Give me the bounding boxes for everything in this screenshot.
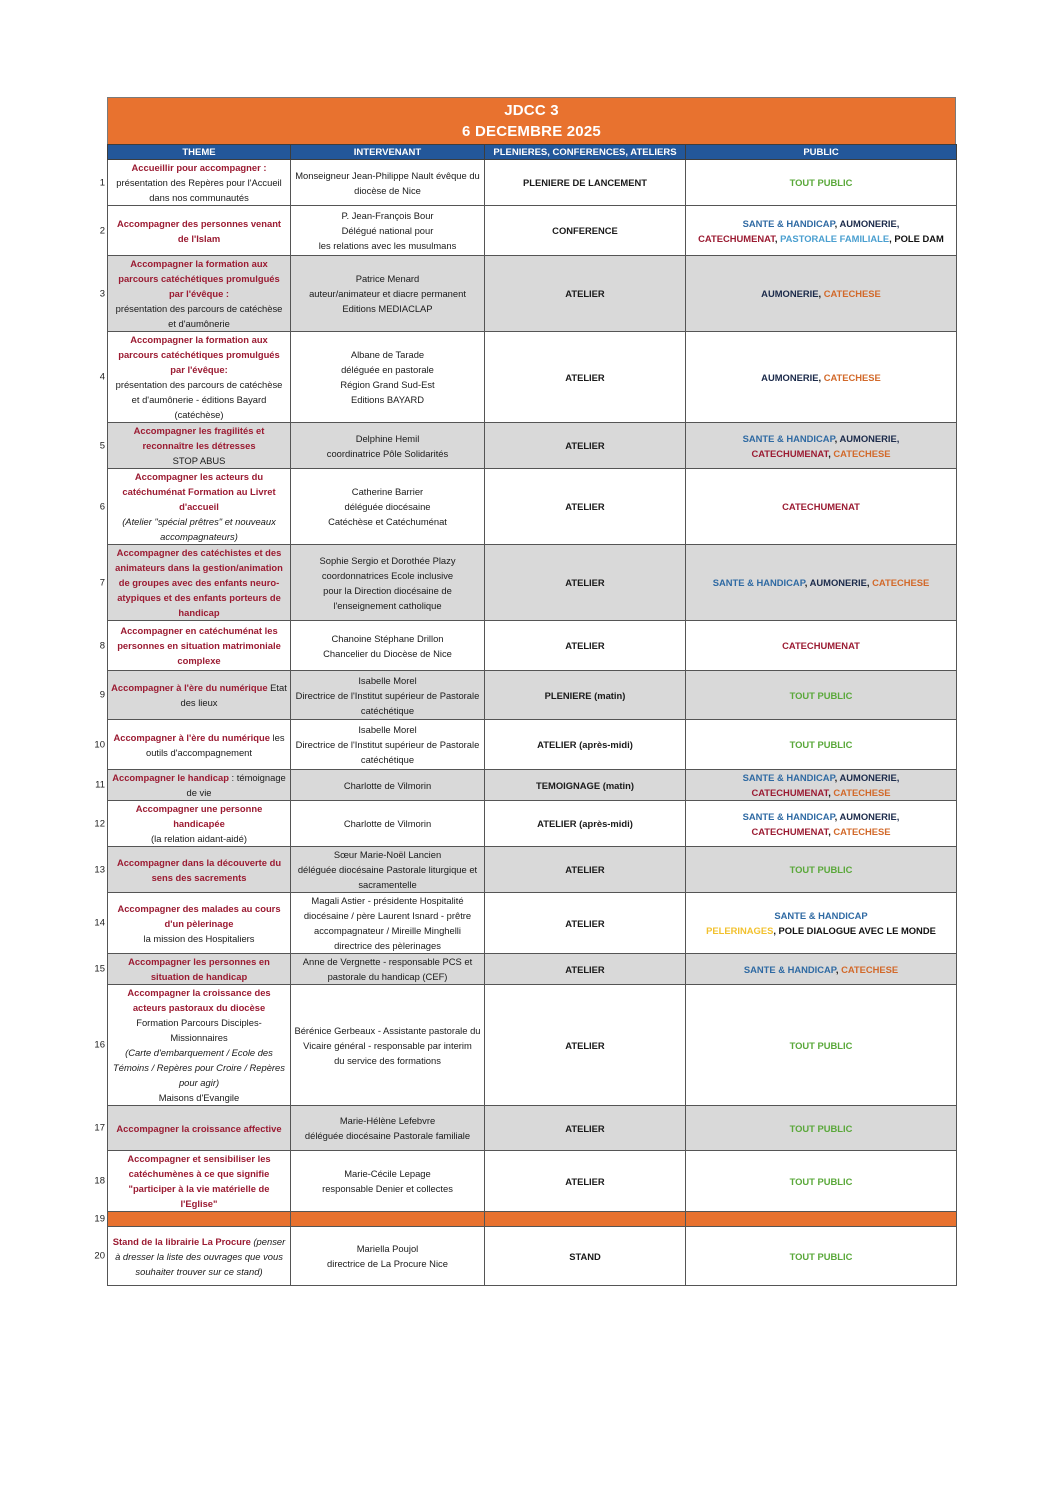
public-tag: SANTE & HANDICAP bbox=[774, 910, 868, 921]
public-tag: , POLE DAM bbox=[889, 232, 944, 244]
public-tag: AUMONERIE, bbox=[839, 217, 900, 229]
intervenant-line: auteur/animateur et diacre permanent bbox=[309, 288, 466, 299]
public-tag: TOUT PUBLIC bbox=[789, 739, 853, 750]
row-number: 20 bbox=[94, 1250, 105, 1262]
table-row bbox=[108, 720, 957, 770]
session-type-cell: ATELIER bbox=[485, 847, 686, 893]
row-number: 10 bbox=[94, 739, 105, 750]
public-line bbox=[689, 446, 953, 461]
column-header-public: PUBLIC bbox=[686, 145, 957, 160]
theme-text: Accompagner dans la découverte du sens des sacrements bbox=[116, 856, 282, 883]
public-cell bbox=[686, 1227, 957, 1286]
intervenant-line: Magali Astier - présidente Hospitalité bbox=[311, 895, 464, 906]
public-line bbox=[689, 1249, 953, 1264]
intervenant-cell bbox=[291, 256, 485, 332]
public-tag: , bbox=[828, 825, 834, 837]
intervenant-line: déléguée en pastorale bbox=[341, 364, 434, 375]
table-row bbox=[108, 469, 957, 545]
theme-text: Accompagner le handicap bbox=[112, 772, 229, 783]
intervenant-line: Charlotte de Vilmorin bbox=[343, 818, 432, 829]
theme-text: Accueillir pour accompagner : bbox=[131, 162, 267, 173]
public-cell bbox=[686, 1151, 957, 1212]
row-number: 3 bbox=[99, 288, 105, 299]
public-cell bbox=[686, 621, 957, 671]
intervenant-line: Patrice Menard bbox=[355, 273, 420, 284]
column-header-row bbox=[108, 145, 957, 160]
intervenant-line: Delphine Hemil bbox=[355, 432, 420, 444]
public-tag: CATECHESE bbox=[833, 447, 891, 459]
intervenant-line: Bérénice Gerbeaux - Assistante pastorale du bbox=[294, 1024, 481, 1036]
table-row bbox=[108, 1106, 957, 1151]
public-cell bbox=[686, 206, 957, 256]
public-tag: SANTE & HANDICAP bbox=[742, 810, 835, 822]
row-number: 14 bbox=[94, 917, 105, 929]
public-tag: AUMONERIE bbox=[809, 577, 867, 588]
public-line bbox=[689, 1121, 953, 1136]
public-tag: , bbox=[818, 371, 824, 383]
public-line bbox=[689, 737, 953, 752]
intervenant-line: Mariella Poujol bbox=[356, 1243, 419, 1254]
intervenant-line: Marie-Hélène Lefebvre bbox=[339, 1115, 436, 1126]
intervenant-cell bbox=[291, 545, 485, 621]
intervenant-cell bbox=[291, 671, 485, 720]
public-line bbox=[689, 575, 953, 590]
intervenant-line: diocésaine / père Laurent Isnard - prêtre bbox=[303, 910, 472, 921]
public-tag: SANTE & HANDICAP bbox=[742, 217, 835, 229]
intervenant-cell bbox=[291, 801, 485, 847]
theme-text: (la relation aidant-aidé) bbox=[151, 833, 247, 844]
intervenant-cell bbox=[291, 847, 485, 893]
theme-text: Accompagner les fragilités et reconnaître les détresses bbox=[133, 425, 265, 451]
public-tag: , POLE DIALOGUE AVEC LE MONDE bbox=[773, 925, 936, 936]
theme-text: Accompagner à l'ère du numérique bbox=[113, 731, 270, 743]
intervenant-line: du service des formations bbox=[334, 1054, 441, 1066]
public-tag: , bbox=[818, 288, 824, 299]
intervenant-cell bbox=[291, 1212, 485, 1227]
public-tag: CATECHUMENAT bbox=[751, 447, 829, 459]
row-number: 12 bbox=[94, 818, 105, 829]
public-line bbox=[689, 770, 953, 785]
theme-text: Accompagner et sensibiliser les catéchumènes à ce que signifie "participer à la vie matérielle de l'Eglise" bbox=[127, 1153, 271, 1209]
theme-cell bbox=[94, 1227, 291, 1286]
public-tag: CATECHUMENAT bbox=[751, 825, 829, 837]
public-cell bbox=[686, 332, 957, 423]
table-row bbox=[108, 801, 957, 847]
intervenant-cell bbox=[291, 893, 485, 954]
theme-cell bbox=[94, 985, 291, 1106]
public-cell bbox=[686, 160, 957, 206]
session-type-cell: ATELIER bbox=[485, 954, 686, 985]
row-number: 6 bbox=[99, 501, 105, 512]
public-tag: AUMONERIE, bbox=[839, 432, 900, 444]
public-tag: TOUT PUBLIC bbox=[789, 1122, 853, 1134]
public-cell bbox=[686, 954, 957, 985]
theme-cell bbox=[94, 893, 291, 954]
session-type-cell: ATELIER bbox=[485, 332, 686, 423]
public-cell bbox=[686, 545, 957, 621]
public-cell bbox=[686, 985, 957, 1106]
column-header-theme: THEME bbox=[108, 145, 291, 160]
theme-text: : témoignage de vie bbox=[186, 772, 286, 798]
session-type-cell: STAND bbox=[485, 1227, 686, 1286]
intervenant-line: Charlotte de Vilmorin bbox=[343, 779, 432, 791]
row-number: 17 bbox=[94, 1122, 105, 1134]
public-tag: TOUT PUBLIC bbox=[789, 1250, 853, 1262]
public-tag: CATECHUMENAT bbox=[751, 787, 829, 798]
intervenant-cell bbox=[291, 1151, 485, 1212]
intervenant-line: responsable Denier et collectes bbox=[322, 1183, 453, 1194]
intervenant-cell bbox=[291, 332, 485, 423]
theme-text: Accompagner en catéchuménat les personnes en situation matrimoniale complexe bbox=[117, 625, 281, 666]
public-line bbox=[689, 370, 953, 385]
intervenant-line: déléguée diocésaine bbox=[344, 501, 431, 512]
session-type-cell: ATELIER bbox=[485, 469, 686, 545]
public-cell bbox=[686, 847, 957, 893]
intervenant-cell bbox=[291, 206, 485, 256]
table-row bbox=[108, 1151, 957, 1212]
theme-text: Accompagner à l'ère du numérique bbox=[111, 682, 268, 693]
theme-cell bbox=[99, 332, 291, 423]
public-tag: TOUT PUBLIC bbox=[789, 864, 853, 875]
public-tag: TOUT PUBLIC bbox=[789, 1039, 853, 1051]
public-cell bbox=[686, 770, 957, 801]
intervenant-cell bbox=[291, 720, 485, 770]
public-tag: AUMONERIE, bbox=[839, 772, 900, 783]
public-tag: , bbox=[834, 432, 840, 444]
public-tag: CATECHUMENAT bbox=[782, 640, 860, 651]
public-tag: CATECHESE bbox=[872, 577, 930, 588]
public-line bbox=[689, 908, 953, 923]
theme-text: Stand de la librairie La Procure bbox=[112, 1235, 251, 1247]
intervenant-line: Directrice de l'Institut supérieur de Pastorale bbox=[295, 689, 480, 701]
public-tag: , bbox=[834, 772, 840, 783]
session-type-cell: ATELIER bbox=[485, 545, 686, 621]
intervenant-line: P. Jean-François Bour bbox=[341, 210, 434, 221]
theme-text: STOP ABUS bbox=[172, 455, 226, 466]
public-tag: , bbox=[866, 577, 873, 588]
intervenant-line: catéchétique bbox=[360, 704, 415, 716]
public-cell bbox=[686, 469, 957, 545]
theme-cell bbox=[94, 1212, 291, 1227]
event-title: JDCC 3 bbox=[504, 102, 559, 119]
intervenant-line: déléguée diocésaine Pastorale familiale bbox=[304, 1130, 471, 1141]
table-row bbox=[108, 954, 957, 985]
schedule-sheet bbox=[94, 97, 956, 1286]
table-row bbox=[108, 985, 957, 1106]
theme-text: Accompagner la formation aux parcours catéchétiques promulgués par l'évêque : bbox=[118, 258, 280, 299]
public-line bbox=[689, 216, 953, 231]
theme-text: présentation des Repères pour l'Accueil dans nos communautés bbox=[116, 177, 282, 203]
public-line bbox=[689, 824, 953, 839]
session-type-cell: ATELIER bbox=[485, 1106, 686, 1151]
intervenant-cell bbox=[291, 160, 485, 206]
theme-text: Etat des lieux bbox=[180, 682, 287, 708]
table-row bbox=[108, 893, 957, 954]
theme-text: Accompagner les personnes en situation de handicap bbox=[128, 956, 270, 982]
public-tag: AUMONERIE bbox=[761, 288, 819, 299]
public-tag: CATECHESE bbox=[833, 825, 891, 837]
theme-text: Accompagner les acteurs du catéchuménat Formation au Livret d'accueil bbox=[122, 471, 276, 512]
table-row bbox=[108, 206, 957, 256]
intervenant-cell bbox=[291, 985, 485, 1106]
intervenant-cell bbox=[291, 954, 485, 985]
intervenant-cell bbox=[291, 1106, 485, 1151]
row-number: 16 bbox=[94, 1039, 105, 1051]
row-number: 19 bbox=[94, 1213, 105, 1225]
intervenant-line: directrice des pèlerinages bbox=[334, 940, 441, 951]
theme-text: (Carte d'embarquement / Ecole des Témoins / Repères pour Croire / Repères pour agir) bbox=[113, 1047, 285, 1088]
intervenant-line: accompagnateur / Mireille Minghelli bbox=[314, 925, 461, 936]
session-type-cell: ATELIER (après-midi) bbox=[485, 801, 686, 847]
table-row bbox=[108, 770, 957, 801]
theme-cell bbox=[94, 801, 291, 847]
public-cell bbox=[686, 720, 957, 770]
intervenant-line: Chancelier du Diocèse de Nice bbox=[323, 647, 452, 659]
theme-cell bbox=[99, 256, 291, 332]
theme-text: présentation des parcours de catéchèse et d'aumônerie - éditions Bayard (catéchèse) bbox=[115, 379, 283, 420]
intervenant-line: Région Grand Sud-Est bbox=[340, 379, 435, 390]
public-tag: CATECHUMENAT bbox=[782, 501, 860, 512]
theme-cell bbox=[99, 423, 291, 469]
theme-text: Accompagner des malades au cours d'un pèlerinage bbox=[117, 902, 281, 929]
intervenant-line: Catherine Barrier bbox=[351, 486, 424, 497]
session-type-cell: ATELIER (après-midi) bbox=[485, 720, 686, 770]
intervenant-line: Isabelle Morel bbox=[358, 674, 417, 686]
theme-text: les outils d'accompagnement bbox=[145, 731, 285, 758]
public-cell bbox=[686, 256, 957, 332]
theme-text: (Atelier "spécial prêtres" et nouveaux accompagnateurs) bbox=[122, 516, 276, 542]
table-row bbox=[108, 671, 957, 720]
public-cell bbox=[686, 671, 957, 720]
theme-text: Accompagner la croissance affective bbox=[116, 1122, 282, 1134]
public-tag: CATECHESE bbox=[823, 371, 881, 383]
public-cell bbox=[686, 423, 957, 469]
session-type-cell: PLENIERE DE LANCEMENT bbox=[485, 160, 686, 206]
session-type-cell bbox=[485, 1212, 686, 1227]
public-line bbox=[689, 923, 953, 938]
session-type-cell: ATELIER bbox=[485, 423, 686, 469]
theme-text: Accompagner une personne handicapée bbox=[135, 803, 263, 829]
theme-text: présentation des parcours de catéchèse et d'aumônerie bbox=[115, 303, 283, 329]
row-number: 9 bbox=[99, 689, 105, 701]
intervenant-line: Anne de Vergnette - responsable PCS et bbox=[302, 956, 473, 967]
intervenant-line: coordonnatrices Ecole inclusive bbox=[321, 569, 454, 581]
public-line bbox=[689, 638, 953, 653]
theme-cell bbox=[99, 206, 291, 256]
theme-text: Accompagner des catéchistes et des animateurs dans la gestion/animation de groupes avec des enfants neuro-atypiques et des enfants porteurs de handicap bbox=[115, 547, 283, 618]
intervenant-line: sacramentelle bbox=[358, 879, 417, 890]
public-cell bbox=[686, 893, 957, 954]
public-cell bbox=[686, 1106, 957, 1151]
theme-cell bbox=[99, 671, 291, 720]
intervenant-line: Monseigneur Jean-Philippe Nault évêque du diocèse de Nice bbox=[295, 169, 480, 196]
theme-text: Maisons d'Evangile bbox=[158, 1092, 240, 1103]
table-row bbox=[108, 332, 957, 423]
theme-cell bbox=[94, 1151, 291, 1212]
theme-text: Formation Parcours Disciples-Missionnaires bbox=[136, 1017, 262, 1043]
intervenant-line: les relations avec les musulmans bbox=[318, 240, 457, 251]
public-tag: CATECHESE bbox=[841, 963, 899, 975]
theme-cell bbox=[99, 621, 291, 671]
session-type-cell: ATELIER bbox=[485, 256, 686, 332]
session-type-cell: CONFERENCE bbox=[485, 206, 686, 256]
intervenant-cell bbox=[291, 469, 485, 545]
intervenant-line: directrice de La Procure Nice bbox=[327, 1258, 448, 1269]
public-cell bbox=[686, 1212, 957, 1227]
public-tag: , bbox=[828, 787, 834, 798]
public-tag: CATECHESE bbox=[823, 288, 881, 299]
session-type-cell: ATELIER bbox=[485, 985, 686, 1106]
theme-text: Accompagner la formation aux parcours catéchétiques promulgués par l'évêque: bbox=[118, 334, 280, 375]
theme-cell bbox=[94, 720, 291, 770]
public-tag: SANTE & HANDICAP bbox=[742, 432, 835, 444]
theme-text: la mission des Hospitaliers bbox=[143, 932, 255, 944]
table-row bbox=[108, 847, 957, 893]
session-type-cell: TEMOIGNAGE (matin) bbox=[485, 770, 686, 801]
public-tag: , bbox=[828, 447, 834, 459]
public-line bbox=[689, 1038, 953, 1053]
session-type-cell: ATELIER bbox=[485, 893, 686, 954]
theme-cell bbox=[95, 770, 291, 801]
public-tag: , bbox=[834, 810, 840, 822]
public-tag: , bbox=[804, 577, 810, 588]
intervenant-line: Sœur Marie-Noël Lancien bbox=[333, 849, 442, 860]
row-number: 7 bbox=[99, 577, 105, 588]
session-type-cell: ATELIER bbox=[485, 621, 686, 671]
intervenant-line: Chanoine Stéphane Drillon bbox=[331, 632, 444, 644]
column-header-type: PLENIERES, CONFERENCES, ATELIERS bbox=[485, 145, 686, 160]
theme-cell bbox=[99, 469, 291, 545]
public-tag: PASTORALE FAMILIALE bbox=[780, 232, 890, 244]
public-tag: TOUT PUBLIC bbox=[789, 689, 853, 701]
row-number: 18 bbox=[94, 1175, 105, 1187]
row-number: 15 bbox=[94, 963, 105, 975]
public-tag: AUMONERIE bbox=[761, 371, 819, 383]
public-line bbox=[689, 499, 953, 514]
row-number: 1 bbox=[99, 177, 105, 188]
intervenant-line: Marie-Cécile Lepage bbox=[344, 1168, 431, 1179]
theme-text: Accompagner des personnes venant de l'Islam bbox=[116, 217, 282, 244]
event-date: 6 DECEMBRE 2025 bbox=[462, 123, 601, 140]
intervenant-line: pour la Direction diocésaine de bbox=[323, 584, 452, 596]
public-tag: , bbox=[774, 232, 781, 244]
public-tag: PELERINAGES bbox=[706, 925, 774, 936]
table-row bbox=[108, 545, 957, 621]
public-tag: , bbox=[835, 963, 842, 975]
public-line bbox=[689, 862, 953, 877]
public-line bbox=[689, 431, 953, 446]
intervenant-cell bbox=[291, 770, 485, 801]
table-row bbox=[108, 1212, 957, 1227]
column-header-intervenant: INTERVENANT bbox=[291, 145, 485, 160]
theme-cell bbox=[94, 847, 291, 893]
row-number: 8 bbox=[99, 640, 105, 651]
row-number: 5 bbox=[99, 440, 105, 451]
public-tag: SANTE & HANDICAP bbox=[743, 963, 836, 975]
public-line bbox=[689, 688, 953, 703]
row-number: 4 bbox=[99, 371, 105, 383]
public-tag: , bbox=[834, 217, 840, 229]
table-row bbox=[108, 160, 957, 206]
public-line bbox=[689, 1174, 953, 1189]
theme-cell bbox=[99, 545, 291, 621]
public-tag: TOUT PUBLIC bbox=[789, 1175, 853, 1187]
row-number: 2 bbox=[99, 225, 105, 236]
intervenant-line: l'enseignement catholique bbox=[333, 599, 442, 611]
public-tag: SANTE & HANDICAP bbox=[742, 772, 835, 783]
intervenant-line: Catéchèse et Catéchuménat bbox=[328, 516, 447, 527]
session-type-cell: PLENIERE (matin) bbox=[485, 671, 686, 720]
public-cell bbox=[686, 801, 957, 847]
public-line bbox=[689, 231, 953, 246]
program-rows bbox=[94, 160, 957, 1286]
intervenant-line: Albane de Tarade bbox=[350, 349, 425, 360]
public-line bbox=[689, 286, 953, 301]
theme-cell bbox=[94, 954, 291, 985]
table-row bbox=[108, 621, 957, 671]
intervenant-line: coordinatrice Pôle Solidarités bbox=[326, 447, 449, 459]
theme-text: Accompagner la croissance des acteurs pastoraux du diocèse bbox=[127, 987, 271, 1013]
theme-cell bbox=[99, 160, 291, 206]
row-number: 13 bbox=[94, 864, 105, 875]
intervenant-line: Délégué national pour bbox=[341, 225, 434, 236]
public-tag: TOUT PUBLIC bbox=[789, 177, 853, 188]
theme-cell bbox=[94, 1106, 291, 1151]
intervenant-cell bbox=[291, 423, 485, 469]
intervenant-cell bbox=[291, 1227, 485, 1286]
intervenant-line: Directrice de l'Institut supérieur de Pastorale bbox=[295, 739, 480, 750]
public-tag: CATECHESE bbox=[833, 787, 891, 798]
public-tag: CATECHUMENAT bbox=[698, 232, 775, 244]
public-line bbox=[689, 175, 953, 190]
intervenant-cell bbox=[291, 621, 485, 671]
intervenant-line: Isabelle Morel bbox=[358, 724, 417, 735]
table-row bbox=[108, 1227, 957, 1286]
row-number: 11 bbox=[95, 779, 105, 791]
table-row bbox=[108, 423, 957, 469]
theme-text: (penser à dresser la liste des ouvrages que vous souhaiter trouver sur ce stand) bbox=[115, 1235, 286, 1277]
public-tag: SANTE & HANDICAP bbox=[712, 577, 805, 588]
intervenant-line: Editions BAYARD bbox=[350, 394, 425, 405]
title-banner bbox=[107, 97, 956, 144]
public-line bbox=[689, 962, 953, 977]
session-type-cell: ATELIER bbox=[485, 1151, 686, 1212]
program-table bbox=[94, 144, 957, 1286]
intervenant-line: Editions MEDIACLAP bbox=[342, 303, 433, 314]
table-row bbox=[108, 256, 957, 332]
intervenant-line: déléguée diocésaine Pastorale liturgique et bbox=[297, 864, 478, 875]
public-tag: AUMONERIE, bbox=[839, 810, 900, 822]
intervenant-line: pastorale du handicap (CEF) bbox=[327, 971, 448, 982]
public-line bbox=[689, 809, 953, 824]
intervenant-line: Vicaire général - responsable par interim bbox=[303, 1039, 472, 1051]
public-line bbox=[689, 785, 953, 800]
intervenant-line: catéchétique bbox=[360, 754, 415, 765]
intervenant-line: Sophie Sergio et Dorothée Plazy bbox=[319, 554, 456, 566]
